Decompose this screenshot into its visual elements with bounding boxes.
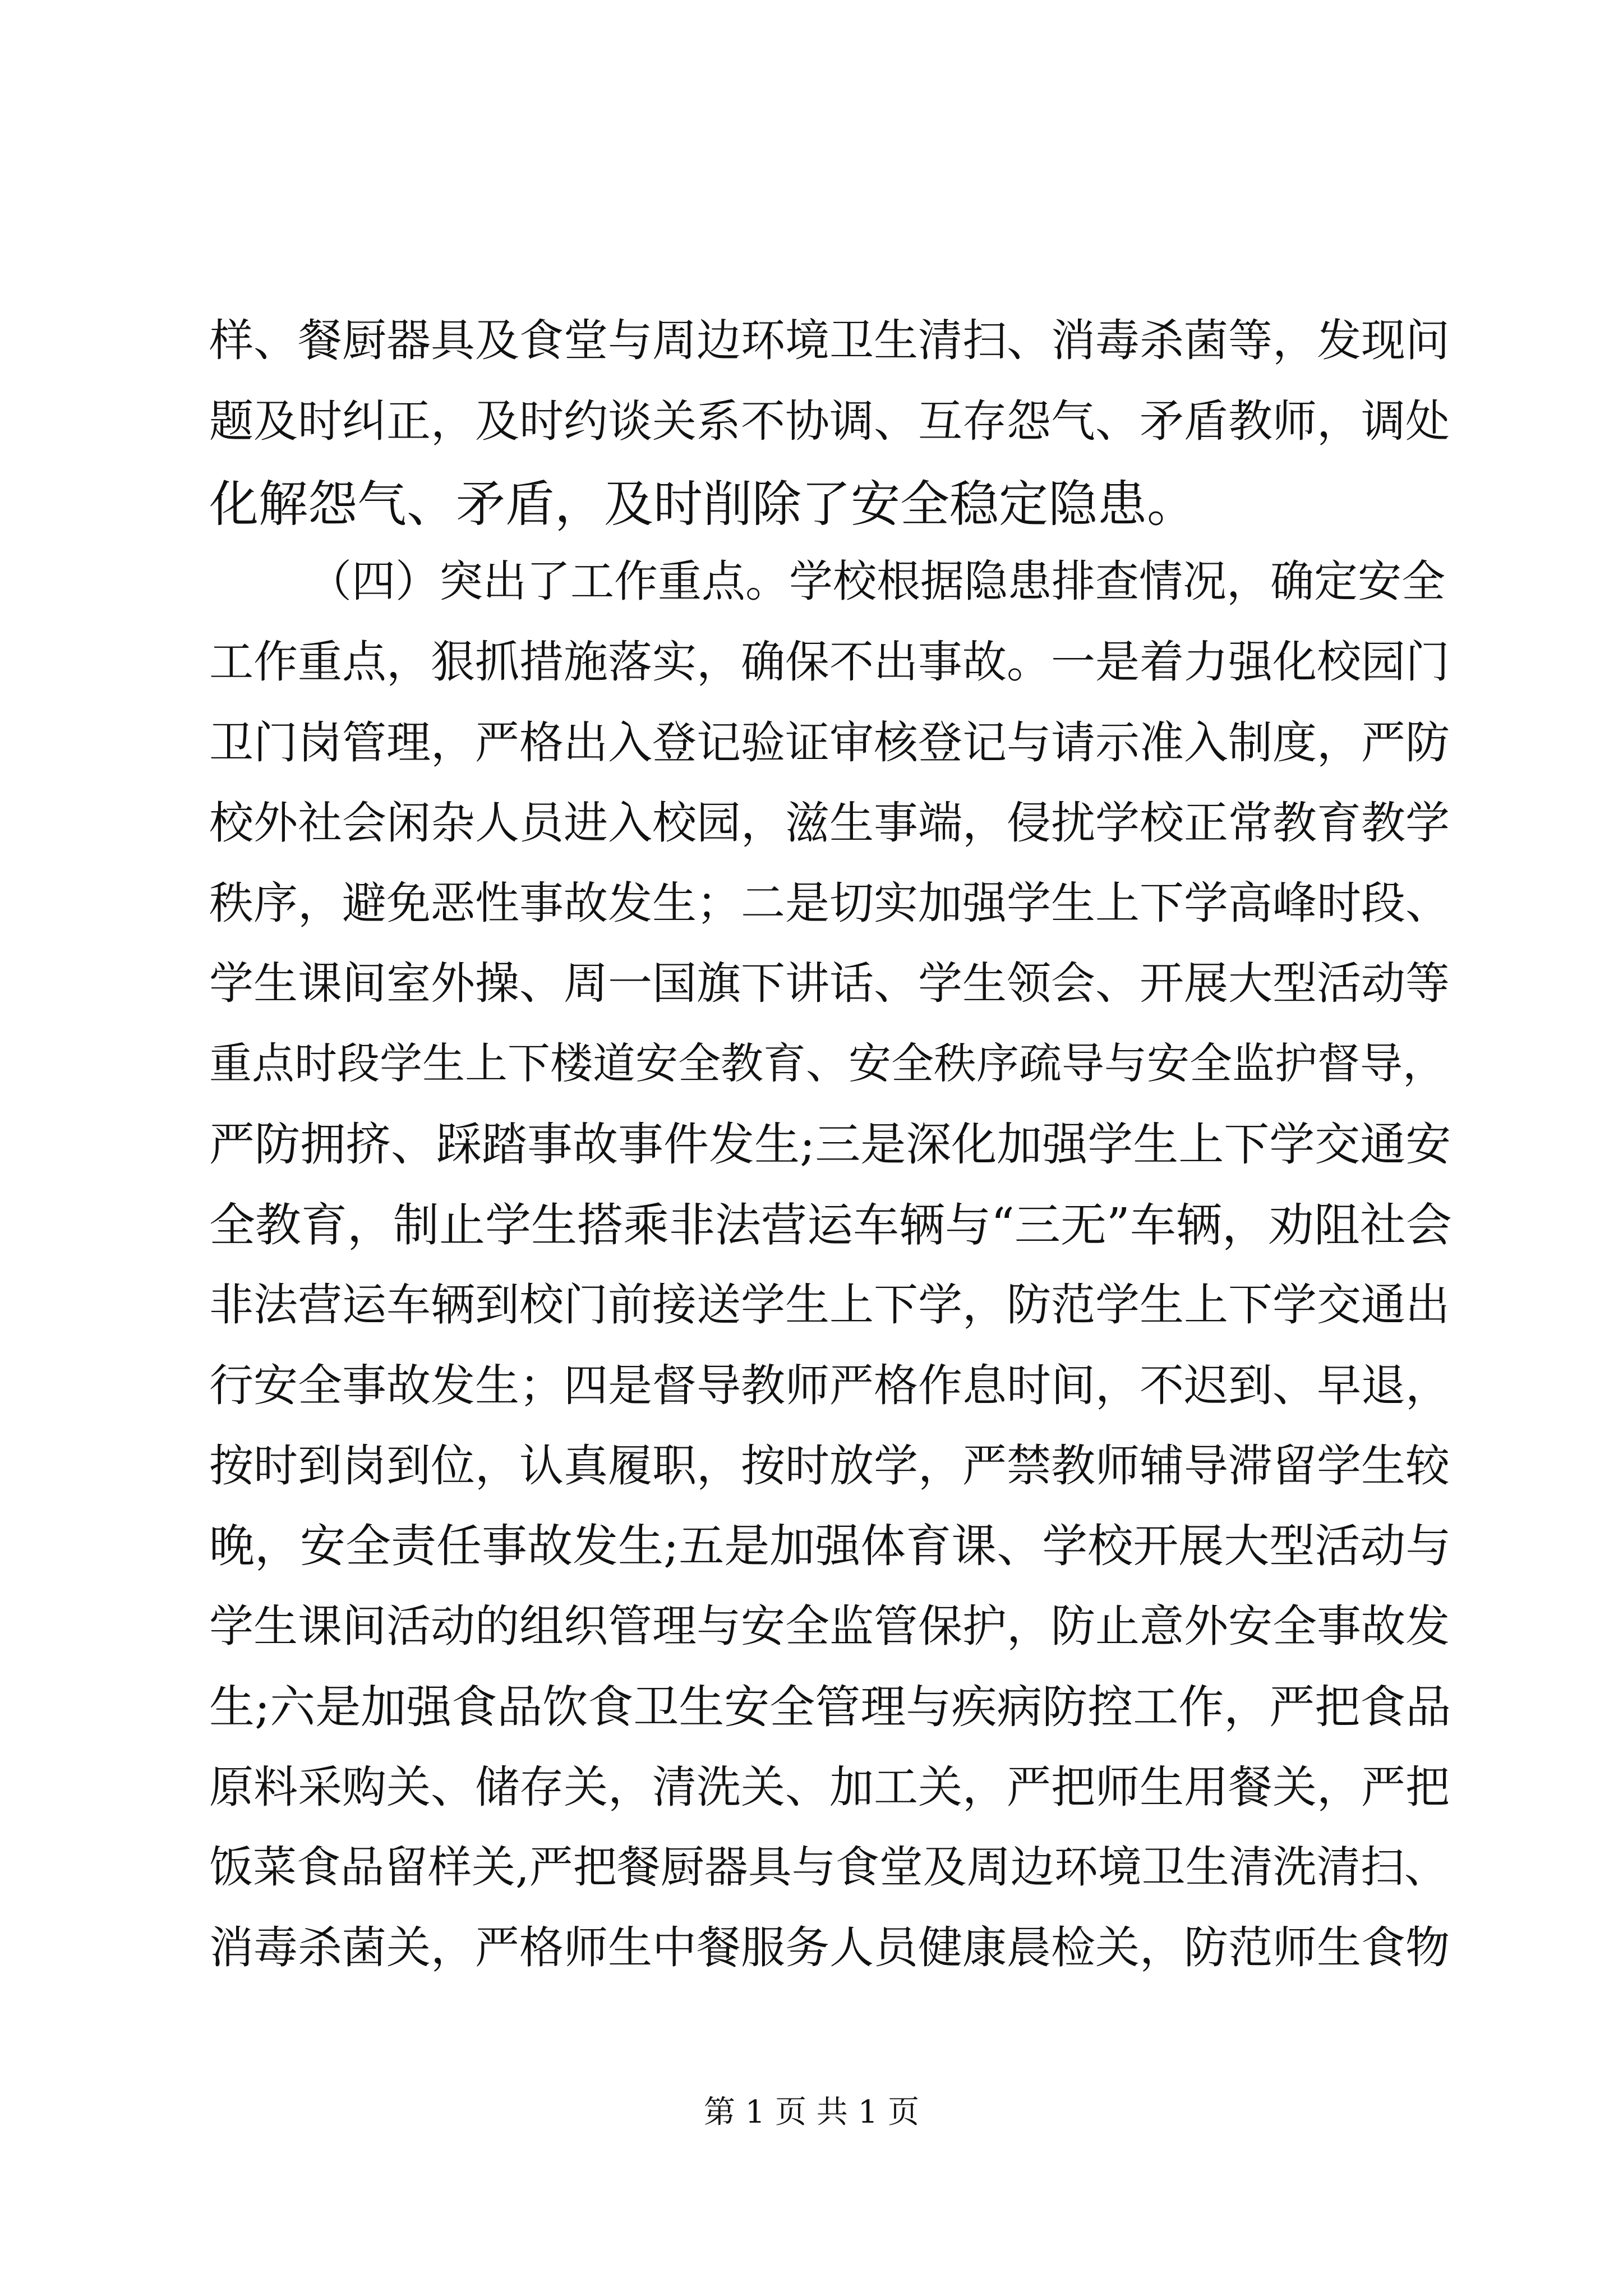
text-line: 消毒杀菌关，严格师生中餐服务人员健康晨检关，防范师生食物 [209, 1922, 1450, 1973]
text-line: 题及时纠正，及时约谈关系不协调、互存怨气、矛盾教师，调处 [209, 395, 1450, 447]
text-line: 生;六是加强食品饮食卫生安全管理与疾病防控工作，严把食品 [209, 1681, 1451, 1734]
text-line: 按时到岗到位，认真履职，按时放学，严禁教师辅导滞留学生较 [209, 1440, 1450, 1492]
text-line: 工作重点，狠抓措施落实，确保不出事故。一是着力强化校园门 [209, 636, 1450, 688]
page-footer: 第 1 页 共 1 页 [703, 2094, 920, 2131]
paragraph-first-line: （四）突出了工作重点。学校根据隐患排查情况，确定安全 [308, 556, 1446, 607]
text-line: 秩序，避免恶性事故发生；二是切实加强学生上下学高峰时段、 [209, 877, 1450, 929]
text-line: 卫门岗管理，严格出入登记验证审核登记与请示准入制度，严防 [209, 717, 1450, 769]
text-line: 重点时段学生上下楼道安全教育、安全秩序疏导与安全监护督导， [209, 1038, 1445, 1088]
text-line: 原料采购关、储存关，清洗关、加工关，严把师生用餐关，严把 [209, 1761, 1450, 1813]
text-line: 严防拥挤、踩踏事故事件发生;三是深化加强学生上下学交通安 [209, 1119, 1451, 1171]
text-line: 全教育，制止学生搭乘非法营运车辆与“三无”车辆，劝阻社会 [209, 1199, 1452, 1252]
text-line: 样、餐厨器具及食堂与周边环境卫生清扫、消毒杀菌等，发现问 [209, 315, 1450, 366]
text-line: 晚，安全责任事故发生;五是加强体育课、学校开展大型活动与 [209, 1520, 1451, 1573]
text-line: 学生课间室外操、周一国旗下讲话、学生领会、开展大型活动等 [209, 958, 1450, 1009]
text-line: 化解怨气、矛盾，及时削除了安全稳定隐患。 [209, 475, 1197, 533]
text-line: 饭菜食品留样关,严把餐厨器具与食堂及周边环境卫生清洗清扫、 [209, 1842, 1448, 1893]
text-line: 校外社会闲杂人员进入校园，滋生事端，侵扰学校正常教育教学 [209, 797, 1450, 849]
text-line: 行安全事故发生；四是督导教师严格作息时间，不迟到、早退， [209, 1360, 1450, 1411]
text-line: 非法营运车辆到校门前接送学生上下学，防范学生上下学交通出 [209, 1279, 1450, 1331]
text-line: 学生课间活动的组织管理与安全监管保护，防止意外安全事故发 [209, 1600, 1450, 1652]
